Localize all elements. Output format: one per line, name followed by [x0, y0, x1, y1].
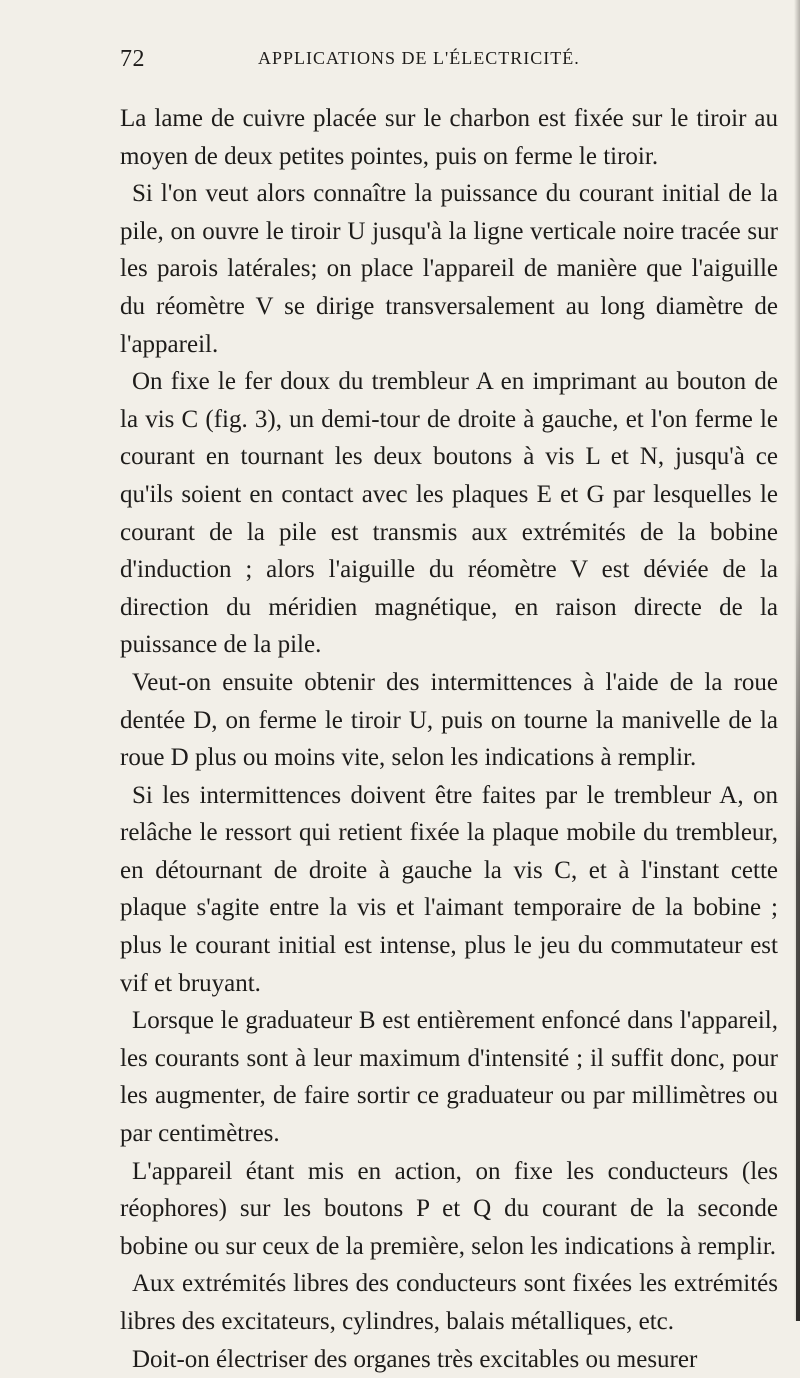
paragraph-3: On fixe le fer doux du trembleur A en imprimant au bouton de la vis C (fig. 3), un demi-tour de droite à gauche, et l'on ferme le courant en tournant les deux boutons à vis L et N, jusqu'à ce qu'ils soient en contact avec les plaques E et G par lesquelles le courant de la pile est transmis aux extrémités de la bobine d'induction ; alors l'aiguille du réomètre V est déviée de la direction du méridien magnétique, en raison directe de la puissance de la pile. — [120, 368, 778, 659]
page-header — [120, 46, 768, 86]
body-text — [120, 100, 778, 1378]
paragraph-8: Aux extrémités libres des conducteurs sont fixées les extrémités libres des excitateurs, cylindres, balais métalliques, etc. — [120, 1270, 778, 1335]
paragraph-4: Veut-on ensuite obtenir des intermittences à l'aide de la roue dentée D, on ferme le tiroir U, puis on tourne la manivelle de la roue D plus ou moins vite, selon les indications à remplir. — [120, 668, 778, 772]
running-title: APPLICATIONS DE L'ÉLECTRICITÉ. — [258, 48, 580, 68]
paragraph-2: Si l'on veut alors connaître la puissance du courant initial de la pile, on ouvre le tiroir U jusqu'à la ligne verticale noire tracée sur les parois latérales; on place l'appareil de manière que l'aiguille du réomètre V se dirige transversalement au long diamètre de l'appareil. — [120, 180, 778, 358]
paragraph-9: Doit-on électriser des organes très excitables ou mesurer — [132, 1345, 698, 1373]
paragraph-6: Lorsque le graduateur B est entièrement enfoncé dans l'appareil, les courants sont à leur maximum d'intensité ; il suffit donc, pour les augmenter, de faire sortir ce graduateur ou par millimètres ou par centimètres. — [120, 1007, 778, 1148]
page-edge-binding — [796, 560, 800, 1321]
paragraph-5: Si les intermittences doivent être faites par le trembleur A, on relâche le ressort qui retient fixée la plaque mobile du trembleur, en détournant de droite à gauche la vis C, et à l'instant cette plaque s'agite entre la vis et l'aimant temporaire de la bobine ; plus le courant initial est intense, plus le jeu du commutateur est vif et bruyant. — [120, 781, 778, 997]
paragraph-1: La lame de cuivre placée sur le charbon est fixée sur le tiroir au moyen de deux petites pointes, puis on ferme le tiroir. — [120, 105, 778, 170]
page-number: 72 — [120, 46, 145, 72]
paragraph-7: L'appareil étant mis en action, on fixe les conducteurs (les réophores) sur les boutons P et Q du courant de la seconde bobine ou sur ceux de la première, selon les indications à remplir. — [120, 1157, 778, 1260]
